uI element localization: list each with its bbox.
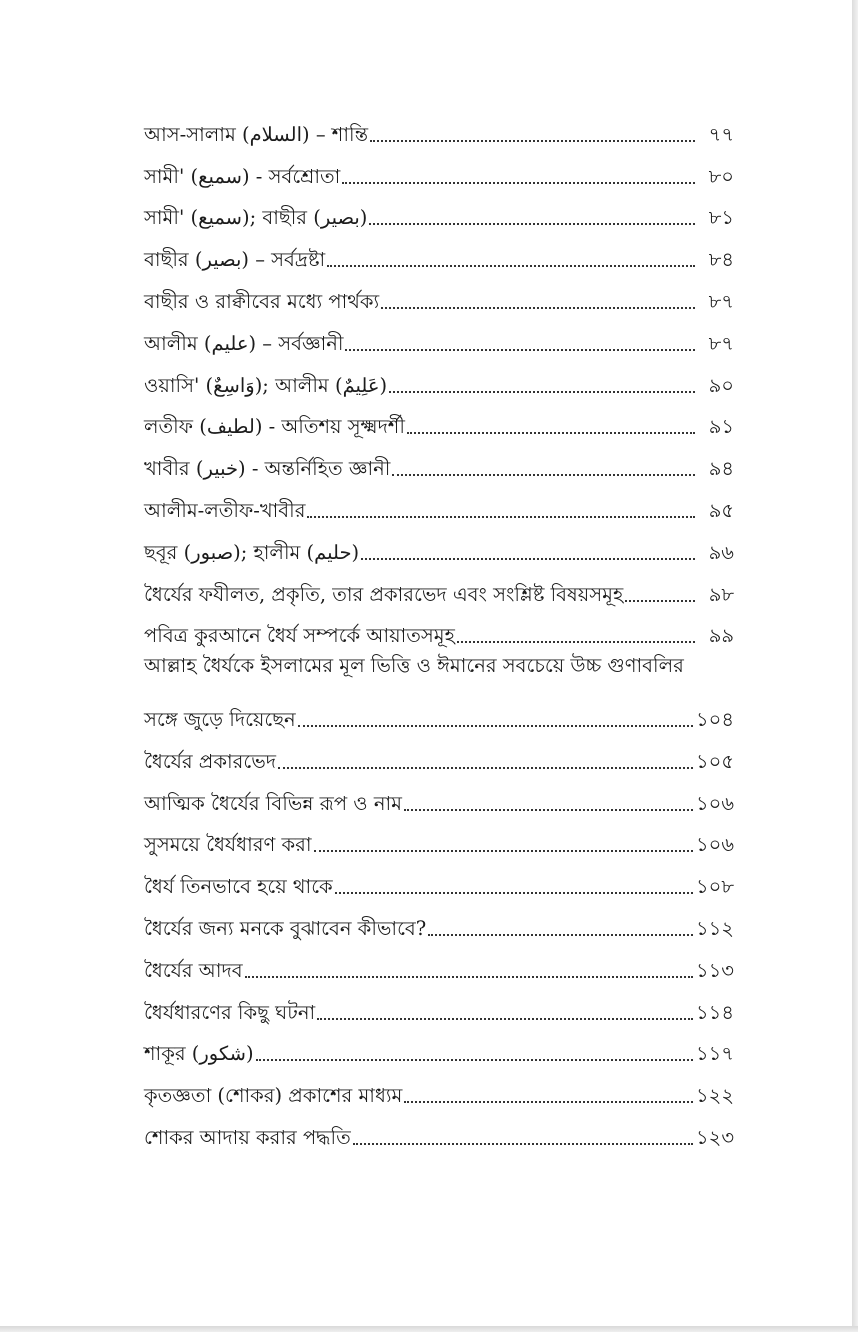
toc-entry-title: পবিত্র কুরআনে ধৈর্য সম্পর্কে আয়াতসমূহ — [144, 624, 455, 648]
toc-entry — [144, 735, 734, 777]
toc-entry-title: সামী' (سميع) - সর্বশ্রোতা — [144, 164, 341, 188]
toc-page-number: ১০৬ — [695, 833, 734, 857]
toc-entry-title: আত্মিক ধৈর্যের বিভিন্ন রূপ ও নাম — [144, 791, 402, 815]
toc-page-number: ৮৭ — [708, 331, 734, 355]
toc-dot-leader — [625, 600, 695, 602]
toc-dot-leader — [361, 558, 695, 560]
toc-dot-leader — [327, 265, 695, 267]
toc-page-number: ৮৪ — [708, 248, 734, 272]
toc-dot-leader — [278, 767, 693, 769]
toc-entry — [144, 777, 734, 819]
toc-entry-title: ধৈর্যের প্রকারভেদ — [144, 749, 276, 773]
toc-page-number: ৯৬ — [708, 540, 734, 564]
toc-entry — [144, 693, 734, 735]
toc-entry-title: আস-সালাম (السلام) – শান্তি — [144, 122, 369, 146]
toc-entry-title: শাকূর (شكور) — [144, 1042, 254, 1066]
toc-entry-title: ধৈর্যধারণের কিছু ঘটনা — [144, 1000, 316, 1024]
toc-entry — [144, 568, 734, 610]
toc-entry — [144, 902, 734, 944]
toc-entry-title: খাবীর (خبير) - অন্তর্নিহিত জ্ঞানী — [144, 457, 391, 481]
toc-page-number: ১০৫ — [696, 749, 734, 773]
table-of-contents — [144, 108, 734, 1153]
toc-entry — [144, 819, 734, 861]
toc-dot-leader — [345, 349, 695, 351]
toc-page-number: ৯১ — [708, 415, 734, 439]
toc-dot-leader — [381, 307, 695, 309]
toc-dot-leader — [369, 223, 695, 225]
toc-entry-title: আলীম-লতীফ-খাবীর — [144, 498, 306, 522]
toc-entry-title: ধৈর্যের আদব — [144, 958, 243, 982]
toc-entry-title: আল্লাহ ধৈর্যকে ইসলামের মূল ভিত্তি ও ঈমানের সবচেয়ে উচ্চ গুণাবলির — [144, 654, 684, 678]
toc-entry-title: ওয়াসি' (وَاسِعٌ); আলীম (عَلِيمٌ) — [144, 373, 388, 397]
toc-dot-leader — [392, 474, 695, 476]
toc-dot-leader — [428, 934, 693, 936]
toc-dot-leader — [335, 892, 693, 894]
toc-entry — [144, 1111, 734, 1153]
toc-entry-title: কৃতজ্ঞতা (শোকর) প্রকাশের মাধ্যম — [144, 1084, 403, 1108]
toc-page-number: ১১৩ — [696, 958, 734, 982]
toc-entry — [144, 442, 734, 484]
toc-page-number: ৯৪ — [708, 457, 734, 481]
toc-page-number: ৮১ — [708, 206, 734, 230]
toc-page-number: ৮০ — [708, 164, 734, 188]
toc-entry — [144, 192, 734, 234]
toc-entry — [144, 233, 734, 275]
toc-entry — [144, 986, 734, 1028]
toc-entry — [144, 610, 734, 652]
toc-entry-title: ধৈর্য তিনভাবে হয়ে থাকে — [144, 875, 333, 899]
toc-entry — [144, 860, 734, 902]
toc-page-number: ১২২ — [695, 1084, 734, 1108]
toc-page-number: ১০৪ — [696, 707, 734, 731]
toc-entry — [144, 150, 734, 192]
toc-entry-title: ছবূর (صبور); হালীম (حليم) — [144, 540, 360, 564]
toc-page-number: ১১৭ — [696, 1042, 734, 1066]
toc-entry-title: সঙ্গে জুড়ে দিয়েছেন — [144, 707, 296, 731]
toc-entry — [144, 401, 734, 443]
toc-page-number: ৭৭ — [708, 122, 734, 146]
toc-page-number: ১০৮ — [696, 875, 734, 899]
toc-dot-leader — [317, 1018, 693, 1020]
page-edge-shadow-bottom — [0, 1326, 858, 1332]
toc-dot-leader — [407, 432, 695, 434]
toc-entry-title: সামী' (سميع); বাছীর (بصير) — [144, 206, 368, 230]
toc-entry-title: শোকর আদায় করার পদ্ধতি — [144, 1125, 351, 1149]
toc-dot-leader — [353, 1143, 693, 1145]
toc-dot-leader — [404, 809, 693, 811]
toc-entry-first-line — [144, 651, 734, 693]
toc-dot-leader — [404, 1101, 693, 1103]
toc-entry — [144, 526, 734, 568]
toc-entry — [144, 108, 734, 150]
toc-entry-title: ধৈর্যের জন্য মনকে বুঝাবেন কীভাবে? — [144, 916, 427, 940]
toc-entry-title: বাছীর ও রাক্বীবের মধ্যে পার্থক্য — [144, 289, 380, 313]
toc-page-number: ৯৫ — [708, 498, 734, 522]
toc-entry — [144, 359, 734, 401]
toc-page-number: ১১৪ — [696, 1000, 734, 1024]
toc-dot-leader — [307, 516, 695, 518]
toc-dot-leader — [245, 976, 693, 978]
toc-entry-title: আলীম (عليم) – সর্বজ্ঞানী — [144, 331, 344, 355]
toc-dot-leader — [342, 182, 695, 184]
toc-entry — [144, 1028, 734, 1070]
toc-page-number: ১২৩ — [695, 1125, 734, 1149]
toc-page-number: ৯৮ — [708, 582, 734, 606]
toc-dot-leader — [389, 391, 695, 393]
toc-entry-title: বাছীর (بصير) – সর্বদ্রষ্টা — [144, 248, 326, 272]
toc-entry-title: সুসময়ে ধৈর্যধারণ করা — [144, 833, 312, 857]
toc-entry-title: লতীফ (لطيف) - অতিশয় সূক্ষ্মদর্শী — [144, 415, 405, 439]
toc-dot-leader — [298, 725, 693, 727]
toc-page-number: ১১২ — [696, 916, 734, 940]
toc-page-number: ১০৬ — [695, 791, 734, 815]
toc-entry — [144, 275, 734, 317]
toc-entry — [144, 1069, 734, 1111]
toc-page-number: ৯৯ — [708, 624, 734, 648]
toc-page-number: ৮৭ — [708, 289, 734, 313]
toc-entry — [144, 484, 734, 526]
toc-entry — [144, 317, 734, 359]
toc-dot-leader — [370, 140, 695, 142]
toc-entry-title: ধৈর্যের ফযীলত, প্রকৃতি, তার প্রকারভেদ এবং সংশ্লিষ্ট বিষয়সমূহ — [144, 582, 624, 606]
toc-dot-leader — [314, 850, 693, 852]
toc-dot-leader — [256, 1059, 693, 1061]
toc-entry — [144, 944, 734, 986]
toc-dot-leader — [457, 641, 695, 643]
page-edge-shadow — [852, 0, 858, 1332]
toc-page-number: ৯০ — [708, 373, 734, 397]
